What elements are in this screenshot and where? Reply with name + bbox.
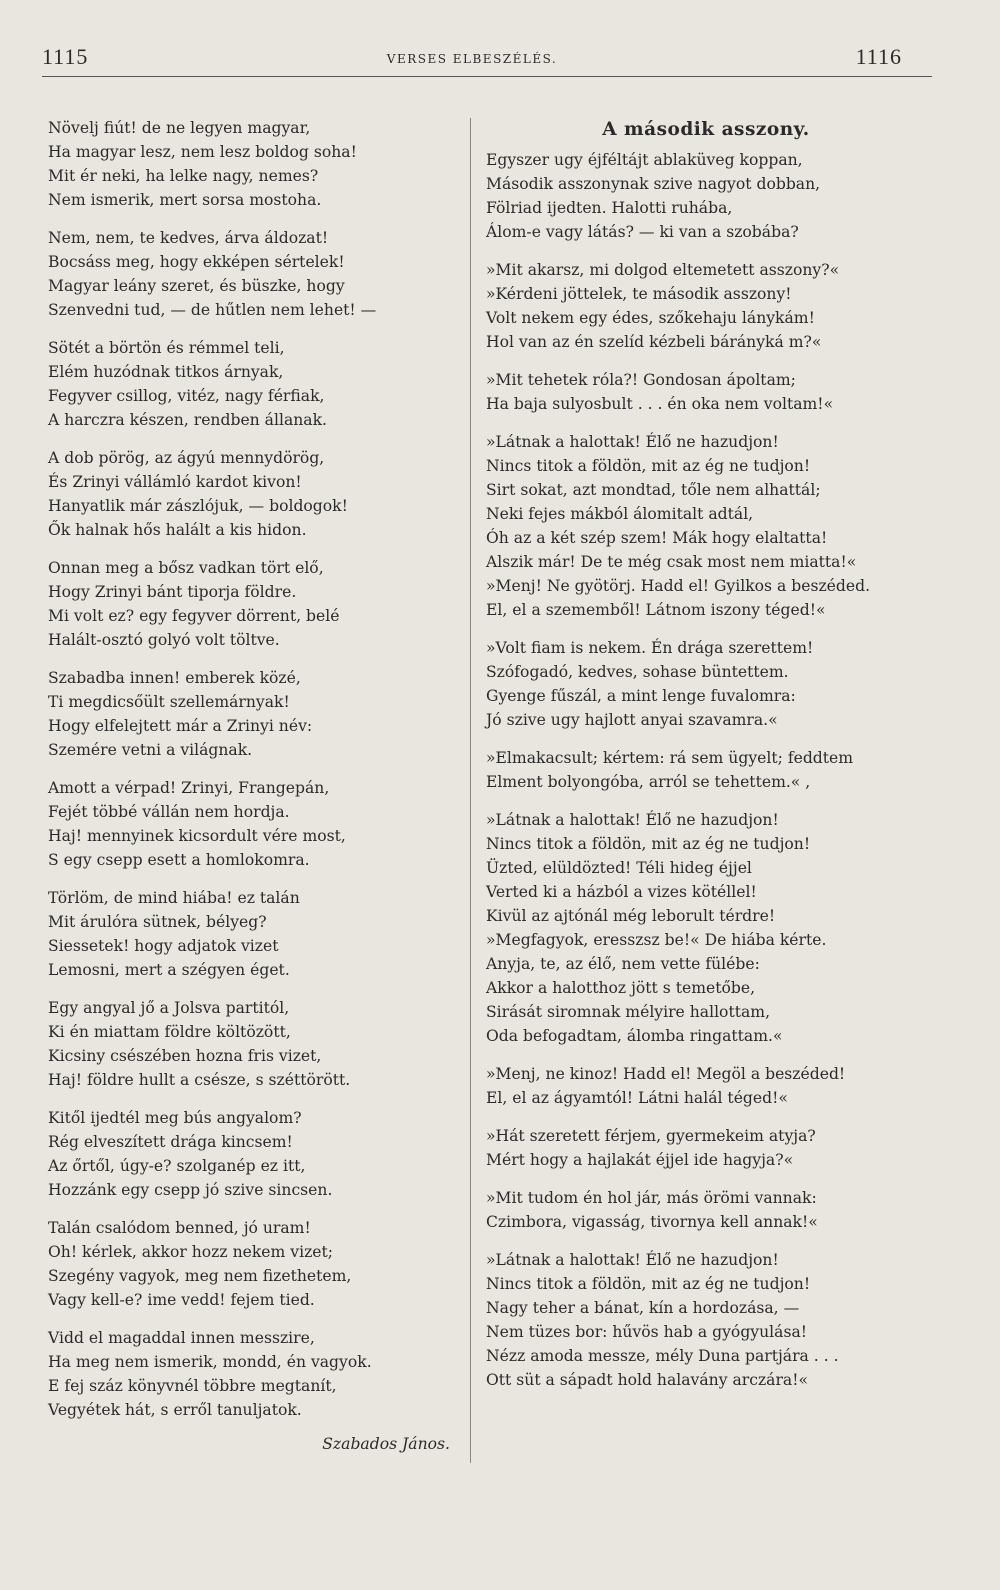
- stanza: [486, 368, 926, 416]
- verse-line: Ki én miattam földre költözött,: [48, 1023, 291, 1041]
- stanza: [486, 808, 926, 1048]
- verse-line: Neki fejes mákból álomitalt adtál,: [486, 505, 754, 523]
- verse-line: A dob pörög, az ágyú mennydörög,: [48, 449, 325, 467]
- verse-line: Vagy kell-e? ime vedd! fejem tied.: [48, 1291, 315, 1309]
- stanza: [48, 1216, 458, 1312]
- verse-line: Hol van az én szelíd kézbeli bárányká m?«: [486, 333, 822, 351]
- verse-line: A harczra készen, rendben állanak.: [48, 411, 327, 429]
- verse-line: Magyar leány szeret, és büszke, hogy: [48, 277, 345, 295]
- verse-line: Kicsiny csészében hozna fris vizet,: [48, 1047, 322, 1065]
- verse-line: Álom-e vagy látás? — ki van a szobába?: [486, 223, 799, 241]
- stanza: [48, 116, 458, 212]
- verse-line: Oda befogadtam, álomba ringattam.«: [486, 1027, 783, 1045]
- verse-line: Ti megdicsőült szellemárnyak!: [48, 693, 290, 711]
- verse-line: Halált-osztó golyó volt töltve.: [48, 631, 280, 649]
- verse-line: Óh az a két szép szem! Mák hogy elaltatta!: [486, 529, 828, 547]
- author-signature: Szabados János.: [322, 1435, 450, 1453]
- verse-line: Ha magyar lesz, nem lesz boldog soha!: [48, 143, 357, 161]
- verse-line: Kitől ijedtél meg bús angyalom?: [48, 1109, 302, 1127]
- verse-line: Az őrtől, úgy-e? szolganép ez itt,: [48, 1157, 306, 1175]
- verse-line: Haj! mennyinek kicsordult vére most,: [48, 827, 346, 845]
- stanza: [48, 1106, 458, 1202]
- verse-line: Mit ér neki, ha lelke nagy, nemes?: [48, 167, 319, 185]
- verse-line: Bocsáss meg, hogy ekképen sértelek!: [48, 253, 345, 271]
- page-header: [42, 44, 902, 74]
- verse-line: Fegyver csillog, vitéz, nagy férfiak,: [48, 387, 325, 405]
- header-rule: [42, 76, 932, 77]
- verse-line: S egy csepp esett a homlokomra.: [48, 851, 310, 869]
- verse-line: »Kérdeni jöttelek, te második asszony!: [486, 285, 792, 303]
- verse-line: Hozzánk egy csepp jó szive sincsen.: [48, 1181, 333, 1199]
- verse-line: Második asszonynak szive nagyot dobban,: [486, 175, 821, 193]
- verse-line: Nem tüzes bor: hűvös hab a gyógyulása!: [486, 1323, 808, 1341]
- verse-line: Egyszer ugy éjféltájt ablaküveg koppan,: [486, 151, 803, 169]
- verse-line: Volt nekem egy édes, szőkehaju lánykám!: [486, 309, 815, 327]
- poem-title: A második asszony.: [602, 119, 810, 140]
- verse-line: Gyenge fűszál, a mint lenge fuvalomra:: [486, 687, 796, 705]
- stanza: [486, 258, 926, 354]
- verse-line: Sötét a börtön és rémmel teli,: [48, 339, 285, 357]
- verse-line: Üzted, elüldözted! Téli hideg éjjel: [486, 859, 752, 877]
- verse-line: Nincs titok a földön, mit az ég ne tudjon!: [486, 1275, 811, 1293]
- verse-line: »Mit tudom én hol jár, más örömi vannak:: [486, 1189, 817, 1207]
- verse-line: Nincs titok a földön, mit az ég ne tudjon!: [486, 457, 811, 475]
- verse-line: »Elmakacsult; kértem: rá sem ügyelt; feddtem: [486, 749, 854, 767]
- verse-line: Elém huzódnak titkos árnyak,: [48, 363, 284, 381]
- verse-line: Talán csalódom benned, jó uram!: [48, 1219, 311, 1237]
- verse-line: Növelj fiút! de ne legyen magyar,: [48, 119, 311, 137]
- verse-line: Egy angyal jő a Jolsva partitól,: [48, 999, 290, 1017]
- verse-line: Ha baja sulyosbult . . . én oka nem voltam!«: [486, 395, 834, 413]
- verse-line: »Mit tehetek róla?! Gondosan ápoltam;: [486, 371, 796, 389]
- verse-line: Törlöm, de mind hiába! ez talán: [48, 889, 300, 907]
- verse-line: Vidd el magaddal innen messzire,: [48, 1329, 315, 1347]
- verse-line: Nagy teher a bánat, kín a hordozása, —: [486, 1299, 800, 1317]
- verse-line: Onnan meg a bősz vadkan tört elő,: [48, 559, 324, 577]
- verse-line: Mi volt ez? egy fegyver dörrent, belé: [48, 607, 340, 625]
- verse-line: Sirt sokat, azt mondtad, tőle nem alhattál;: [486, 481, 821, 499]
- verse-line: »Volt fiam is nekem. Én drága szerettem!: [486, 639, 814, 657]
- verse-line: Akkor a halotthoz jött s temetőbe,: [486, 979, 756, 997]
- verse-line: Mit árulóra sütnek, bélyeg?: [48, 913, 267, 931]
- verse-line: És Zrinyi vállámló kardot kivon!: [48, 473, 302, 491]
- stanza: [486, 1062, 926, 1110]
- stanza: [48, 996, 458, 1092]
- stanza: [486, 430, 926, 622]
- verse-line: Mért hogy a hajlakát éjjel ide hagyja?«: [486, 1151, 794, 1169]
- verse-line: Szemére vetni a világnak.: [48, 741, 253, 759]
- verse-line: »Látnak a halottak! Élő ne hazudjon!: [486, 811, 779, 829]
- verse-line: Alszik már! De te még csak most nem miatta!«: [486, 553, 857, 571]
- verse-line: Verted ki a házból a vizes kötéllel!: [486, 883, 757, 901]
- stanza: [486, 1186, 926, 1234]
- verse-line: Szegény vagyok, meg nem fizethetem,: [48, 1267, 352, 1285]
- verse-line: »Látnak a halottak! Élő ne hazudjon!: [486, 433, 779, 451]
- left-page-number: 1115: [42, 44, 89, 69]
- verse-line: »Menj! Ne gyötörj. Hadd el! Gyilkos a beszéded.: [486, 577, 871, 595]
- stanza: [486, 636, 926, 732]
- verse-line: »Megfagyok, eresszsz be!« De hiába kérte.: [486, 931, 827, 949]
- verse-line: Hogy Zrinyi bánt tiporja földre.: [48, 583, 297, 601]
- right-column: [486, 116, 926, 1406]
- running-title: VERSES ELBESZÉLÉS.: [386, 52, 558, 66]
- verse-line: »Mit akarsz, mi dolgod eltemetett asszony?«: [486, 261, 840, 279]
- verse-line: Ha meg nem ismerik, mondd, én vagyok.: [48, 1353, 372, 1371]
- verse-line: Hogy elfelejtett már a Zrinyi név:: [48, 717, 313, 735]
- verse-line: Nézz amoda messze, mély Duna partjára . . .: [486, 1347, 839, 1365]
- verse-line: »Látnak a halottak! Élő ne hazudjon!: [486, 1251, 779, 1269]
- verse-line: Szenvedni tud, — de hűtlen nem lehet! —: [48, 301, 377, 319]
- verse-line: Fejét többé vállán nem hordja.: [48, 803, 290, 821]
- verse-line: El, el a szememből! Látnom iszony téged!«: [486, 601, 826, 619]
- verse-line: Ott süt a sápadt hold halavány arczára!«: [486, 1371, 809, 1389]
- verse-line: Amott a vérpad! Zrinyi, Frangepán,: [48, 779, 330, 797]
- stanza: [48, 226, 458, 322]
- stanza: [48, 886, 458, 982]
- verse-line: Elment bolyongóba, arról se tehettem.« ,: [486, 773, 811, 791]
- verse-line: Haj! földre hullt a csésze, s széttörött.: [48, 1071, 351, 1089]
- verse-line: Fölriad ijedten. Halotti ruhába,: [486, 199, 733, 217]
- stanza: [486, 746, 926, 794]
- stanza: [48, 336, 458, 432]
- verse-line: Siessetek! hogy adjatok vizet: [48, 937, 279, 955]
- verse-line: Vegyétek hát, s erről tanuljatok.: [48, 1401, 302, 1419]
- verse-line: El, el az ágyamtól! Látni halál téged!«: [486, 1089, 788, 1107]
- verse-line: Hanyatlik már zászlójuk, — boldogok!: [48, 497, 348, 515]
- verse-line: Oh! kérlek, akkor hozz nekem vizet;: [48, 1243, 334, 1261]
- verse-line: Czimbora, vigasság, tivornya kell annak!«: [486, 1213, 818, 1231]
- column-divider: [470, 118, 471, 1463]
- stanza: [48, 1326, 458, 1422]
- right-page-number: 1116: [855, 44, 902, 69]
- verse-line: Jó szive ugy hajlott anyai szavamra.«: [486, 711, 778, 729]
- verse-line: »Menj, ne kinoz! Hadd el! Megöl a beszéded!: [486, 1065, 846, 1083]
- stanza: [48, 556, 458, 652]
- verse-line: Lemosni, mert a szégyen éget.: [48, 961, 290, 979]
- verse-line: E fej száz könyvnél többre megtanít,: [48, 1377, 337, 1395]
- verse-line: Nincs titok a földön, mit az ég ne tudjon!: [486, 835, 811, 853]
- verse-line: Anyja, te, az élő, nem vette fülébe:: [486, 955, 760, 973]
- stanza: [486, 148, 926, 244]
- verse-line: Szabadba innen! emberek közé,: [48, 669, 301, 687]
- verse-line: Szófogadó, kedves, sohase büntettem.: [486, 663, 789, 681]
- verse-line: Nem ismerik, mert sorsa mostoha.: [48, 191, 322, 209]
- verse-line: »Hát szeretett férjem, gyermekeim atyja?: [486, 1127, 816, 1145]
- verse-line: Kivül az ajtónál még leborult térdre!: [486, 907, 776, 925]
- verse-line: Ők halnak hős halált a kis hidon.: [48, 521, 307, 539]
- stanza: [486, 1124, 926, 1172]
- left-column: [48, 116, 458, 1456]
- stanza: [48, 776, 458, 872]
- verse-line: Sirását siromnak mélyire hallottam,: [486, 1003, 771, 1021]
- stanza: [48, 666, 458, 762]
- verse-line: Rég elveszített drága kincsem!: [48, 1133, 293, 1151]
- stanza: [48, 446, 458, 542]
- stanza: [486, 1248, 926, 1392]
- verse-line: Nem, nem, te kedves, árva áldozat!: [48, 229, 329, 247]
